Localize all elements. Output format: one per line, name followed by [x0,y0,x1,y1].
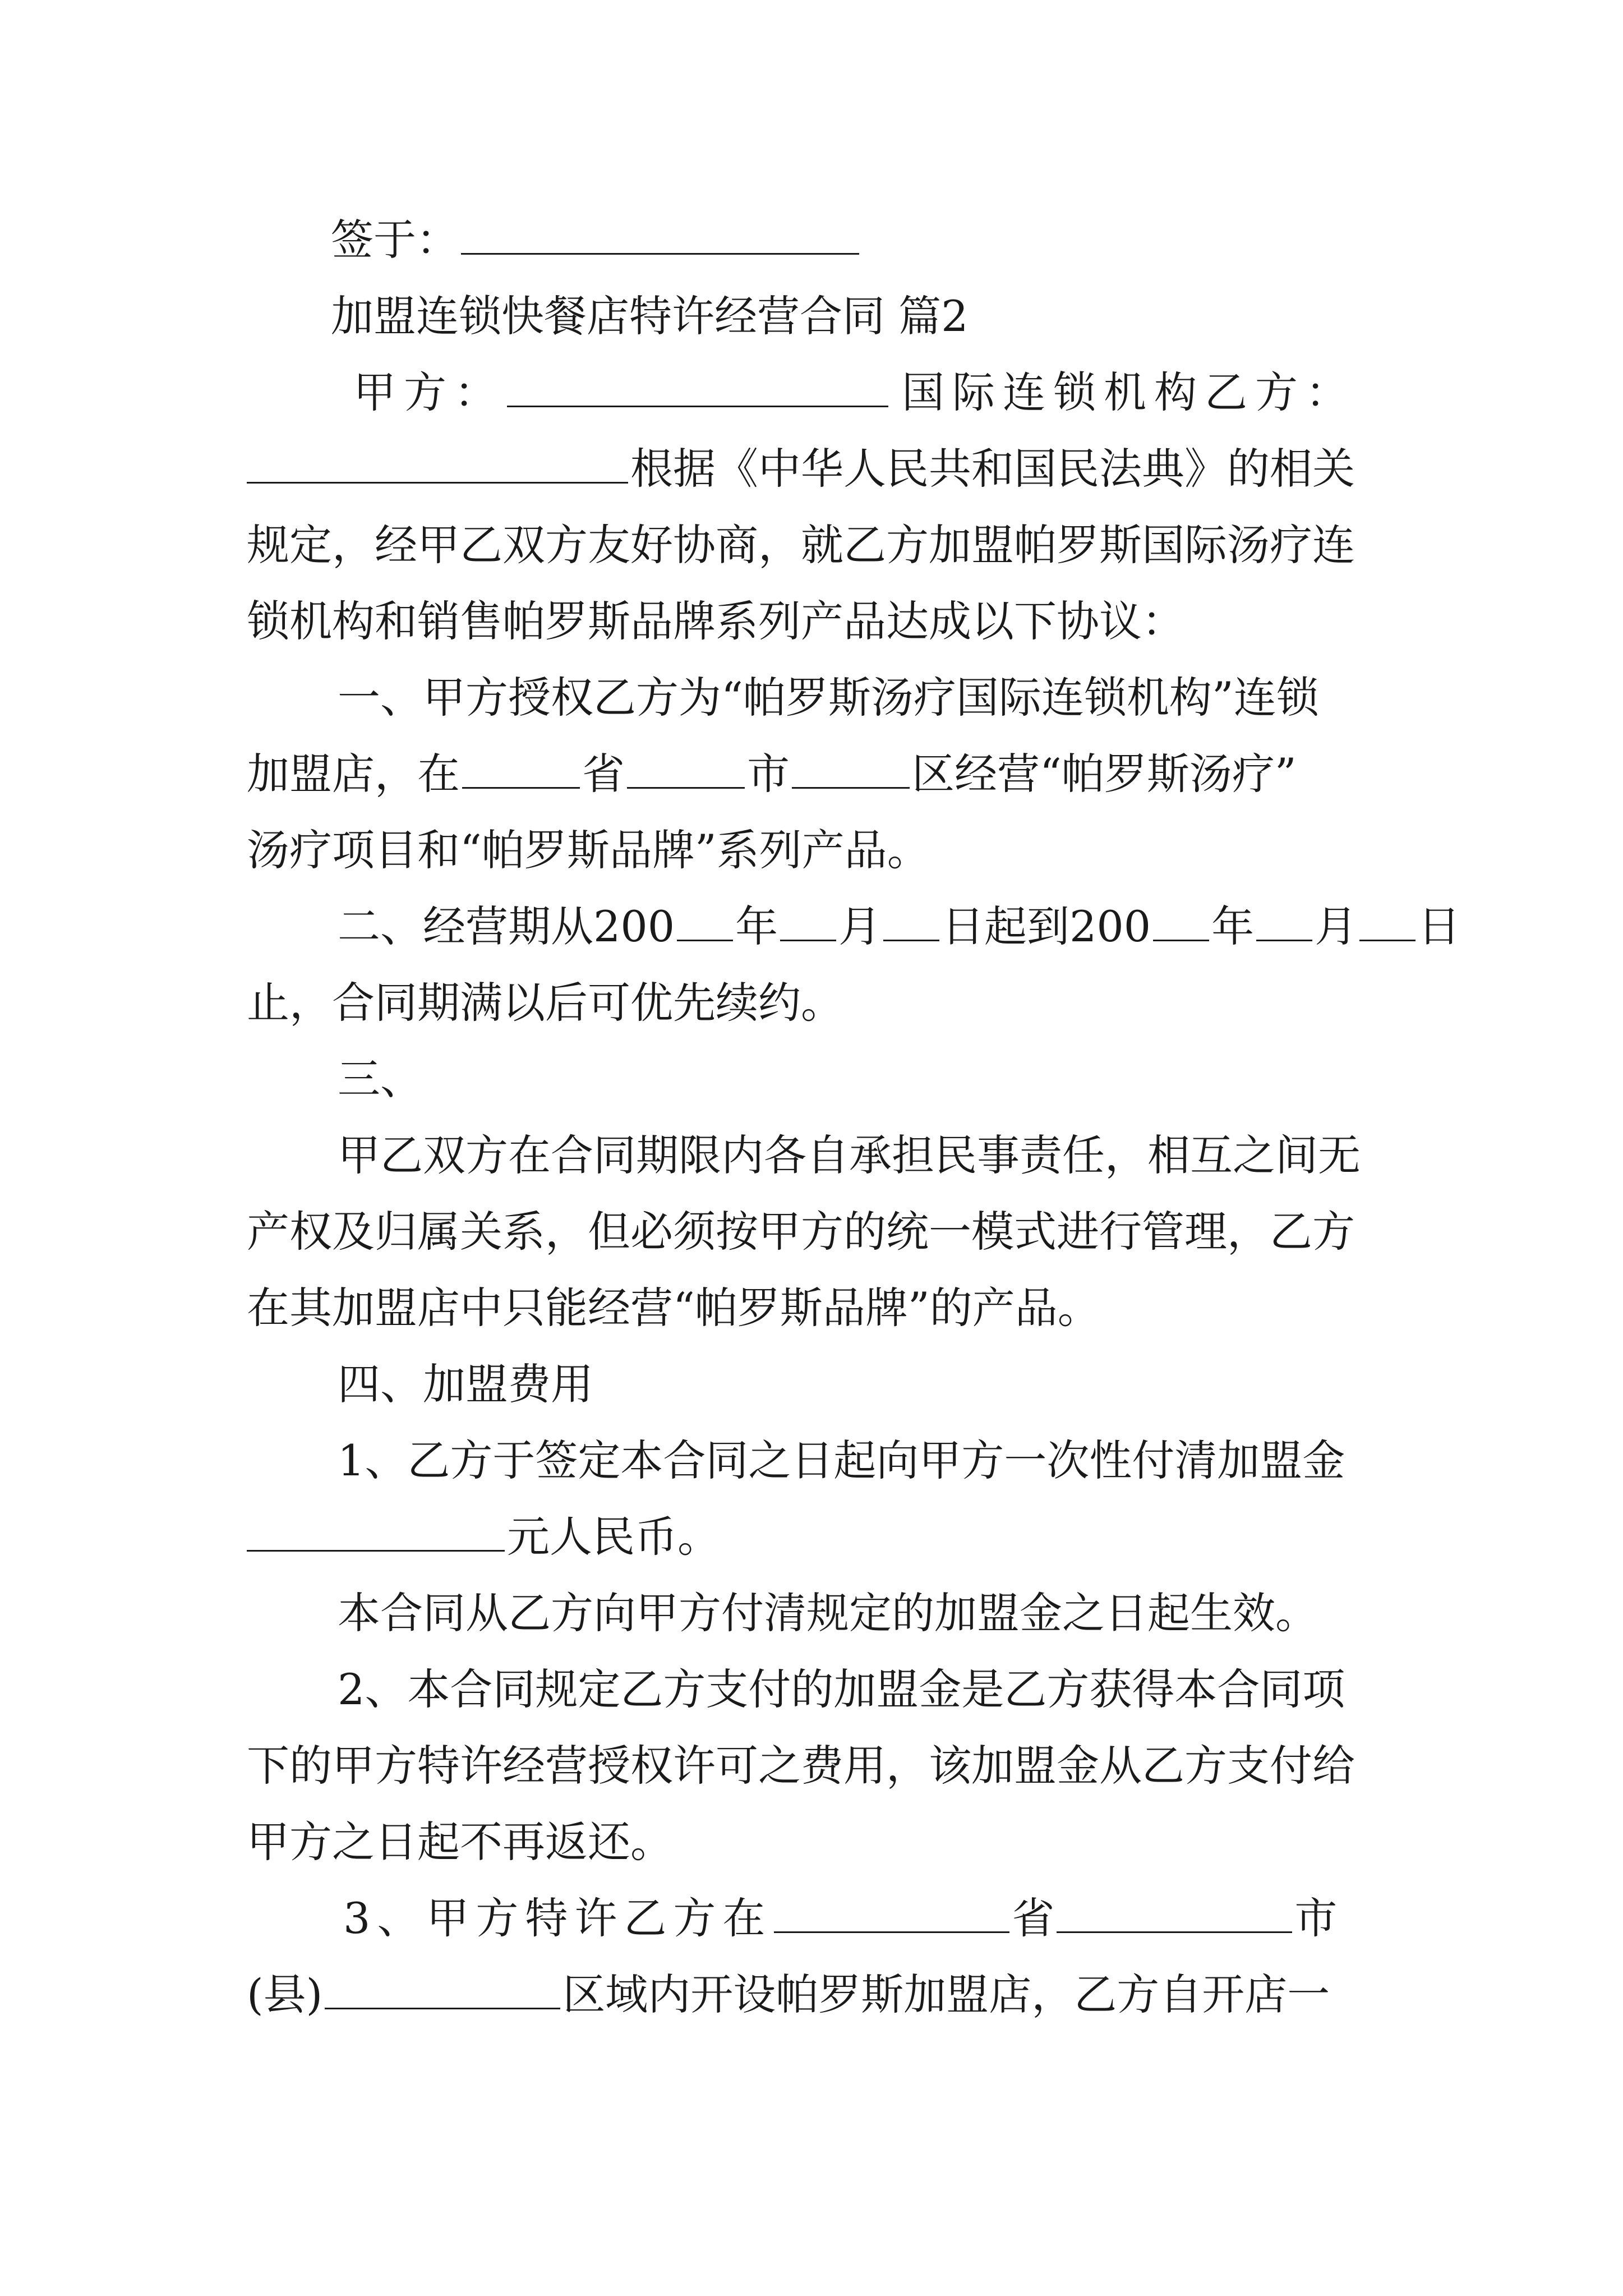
clause-1-location-line: 加盟店，在 省 市 区经营“帕罗斯汤疗” [247,749,1297,799]
party-b-blank[interactable] [247,447,628,484]
area-county-blank[interactable] [325,1973,560,2009]
start-month-blank[interactable] [780,905,836,941]
clause-4-3-line: 3、甲方特许乙方在 省 市 [343,1893,1338,1943]
clause-4-heading: 四、加盟费用 [338,1359,593,1409]
paragraph-line: 2、本合同规定乙方支付的加盟金是乙方获得本合同项 [338,1664,1345,1714]
paragraph-line: 根据《中华人民共和国民法典》的相关 [247,431,1385,507]
fee-amount-line: 元人民币。 [247,1499,1385,1575]
contract-title: 加盟连锁快餐店特许经营合同 篇2 [331,291,969,341]
clause-3-heading: 三、 [338,1054,423,1104]
paragraph-line: 本合同从乙方向甲方付清规定的加盟金之日起生效。 [338,1588,1318,1638]
province-blank[interactable] [462,752,580,789]
paragraph-line: 止，合同期满以后可优先续约。 [247,978,843,1028]
start-year-blank[interactable] [677,905,733,941]
fee-amount-blank[interactable] [247,1515,505,1552]
signed-at-line [247,202,1385,278]
area-province-blank[interactable] [774,1897,1009,1933]
district-blank[interactable] [792,752,910,789]
paragraph-line: 1、乙方于签定本合同之日起向甲方一次性付清加盟金 [338,1435,1345,1485]
paragraph-line: 在其加盟店中只能经营“帕罗斯品牌”的产品。 [247,1283,1100,1333]
party-a-label: 甲方： [353,367,505,417]
paragraph-line: 规定，经甲乙双方友好协商，就乙方加盟帕罗斯国际汤疗连 [247,520,1355,570]
paragraph-line: 甲方之日起不再返还。 [247,1817,673,1867]
document-page [247,202,1461,2033]
party-b-label: 国际连锁机构乙方： [902,367,1356,417]
paragraph-line: 甲乙双方在合同期限内各自承担民事责任，相互之间无 [338,1130,1361,1180]
signed-at-label: 签于： [331,215,459,265]
end-day-blank[interactable] [1359,905,1415,941]
clause-1-line: 一、甲方授权乙方为“帕罗斯汤疗国际连锁机构”连锁 [338,673,1319,723]
signed-at-blank[interactable] [461,218,859,255]
paragraph-line: 产权及归属关系，但必须按甲方的统一模式进行管理，乙方 [247,1207,1355,1257]
paragraph-line: 汤疗项目和“帕罗斯品牌”系列产品。 [247,825,930,875]
area-city-blank[interactable] [1057,1897,1292,1933]
clause-2-line: 二、经营期从200 年 月 日起到200 年 月 日 [338,901,1461,951]
end-year-blank[interactable] [1153,905,1209,941]
paragraph-line: 下的甲方特许经营授权许可之费用，该加盟金从乙方支付给 [247,1741,1355,1791]
party-a-blank[interactable] [507,371,888,407]
start-day-blank[interactable] [883,905,939,941]
city-blank[interactable] [627,752,745,789]
paragraph-line: (县) 区域内开设帕罗斯加盟店，乙方自开店一 [247,1970,1330,2019]
end-month-blank[interactable] [1256,905,1312,941]
paragraph-line: 锁机构和销售帕罗斯品牌系列产品达成以下协议： [247,596,1184,646]
party-a-line [247,355,1385,431]
